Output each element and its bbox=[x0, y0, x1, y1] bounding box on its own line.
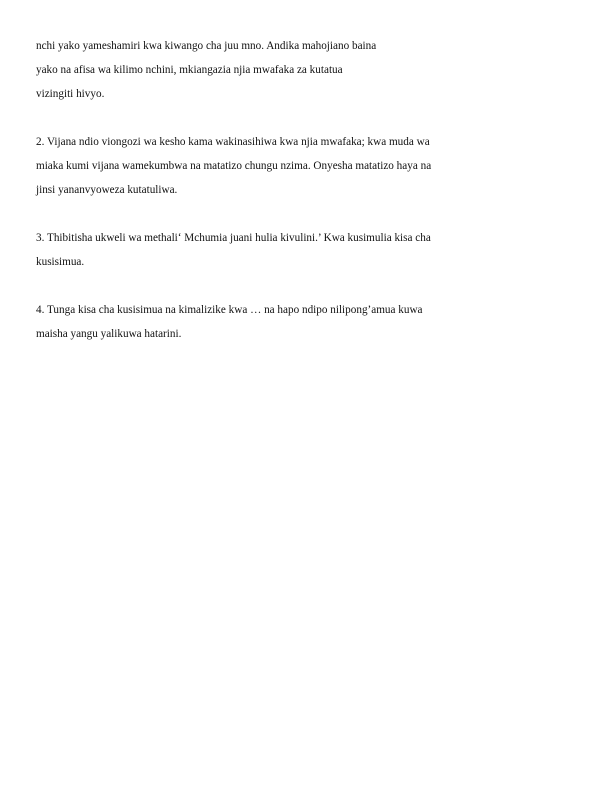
question-2 bbox=[36, 130, 576, 202]
text-line: 2. Vijana ndio viongozi wa kesho kama wakinasihiwa kwa njia mwafaka; kwa muda wa bbox=[36, 136, 430, 148]
text-line: yako na afisa wa kilimo nchini, mkiangazia njia mwafaka za kutatua bbox=[36, 64, 343, 76]
question-3 bbox=[36, 226, 576, 274]
text-line: maisha yangu yalikuwa hatarini. bbox=[36, 328, 182, 340]
text-line: nchi yako yameshamiri kwa kiwango cha juu mno. Andika mahojiano baina bbox=[36, 40, 377, 52]
paragraph-1 bbox=[36, 34, 576, 106]
text-line: 3. Thibitisha ukweli wa methali‘ Mchumia juani hulia kivulini.’ Kwa kusimulia kisa cha bbox=[36, 232, 431, 244]
text-line: jinsi yananvyoweza kutatuliwa. bbox=[36, 184, 178, 196]
text-line: vizingiti hivyo. bbox=[36, 88, 105, 100]
text-line: 4. Tunga kisa cha kusisimua na kimalizike kwa … na hapo ndipo nilipong’amua kuwa bbox=[36, 304, 423, 316]
text-line: kusisimua. bbox=[36, 256, 85, 268]
question-4 bbox=[36, 298, 576, 346]
text-line: miaka kumi vijana wamekumbwa na matatizo chungu nzima. Onyesha matatizo haya na bbox=[36, 160, 432, 172]
document-body bbox=[36, 34, 576, 346]
